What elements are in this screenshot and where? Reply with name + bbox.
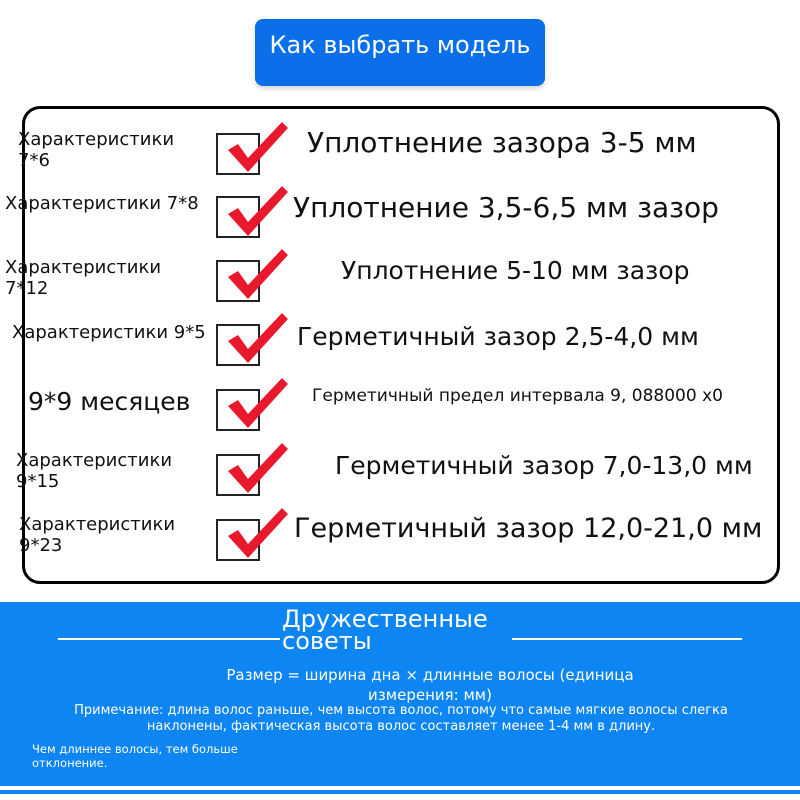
row-description: Герметичный зазор 7,0-13,0 мм [335, 451, 753, 480]
check-mark-icon [224, 184, 290, 240]
check-mark-icon [224, 311, 290, 367]
row-description: Герметичный предел интервала 9, 088000 x0 [312, 386, 723, 406]
footer-band [0, 790, 800, 794]
row-description: Уплотнение 5-10 мм зазор [341, 256, 690, 285]
row-description: Уплотнение зазора 3-5 мм [307, 126, 697, 159]
spec-label-7x6: Характеристики 7*6 [18, 129, 175, 171]
divider [510, 638, 742, 640]
tips-title: Дружественные советы [282, 608, 512, 652]
check-mark-icon [224, 247, 290, 303]
spec-label-9x9: 9*9 месяцев [28, 387, 191, 416]
spec-label-7x12: Характеристики 7*12 [5, 257, 162, 299]
check-mark-icon [224, 120, 290, 176]
divider [58, 638, 280, 640]
spec-label-9x5: Характеристики 9*5 [12, 322, 206, 343]
check-mark-icon [224, 441, 290, 497]
spec-label-9x15: Характеристики 9*15 [16, 450, 173, 492]
row-description: Уплотнение 3,5-6,5 мм зазор [293, 191, 719, 224]
page-title: Как выбрать модель [255, 19, 545, 86]
deviation-note: Чем длиннее волосы, тем больше отклонение. [32, 742, 238, 770]
check-mark-icon [224, 506, 290, 562]
row-description: Герметичный зазор 12,0-21,0 мм [294, 513, 763, 544]
hair-note: Примечание: длина волос раньше, чем высота волос, потому что самые мягкие волосы слегка наклонены, фактическая высота волос составляет менее 1-4 мм в длину. [74, 703, 728, 734]
row-description: Герметичный зазор 2,5-4,0 мм [297, 322, 699, 351]
spec-label-9x23: Характеристики 9*23 [19, 514, 176, 556]
size-note: Размер = ширина дна × длинные волосы (единица измерения: мм) [226, 666, 634, 704]
spec-label-7x8: Характеристики 7*8 [5, 193, 199, 214]
check-mark-icon [224, 376, 290, 432]
